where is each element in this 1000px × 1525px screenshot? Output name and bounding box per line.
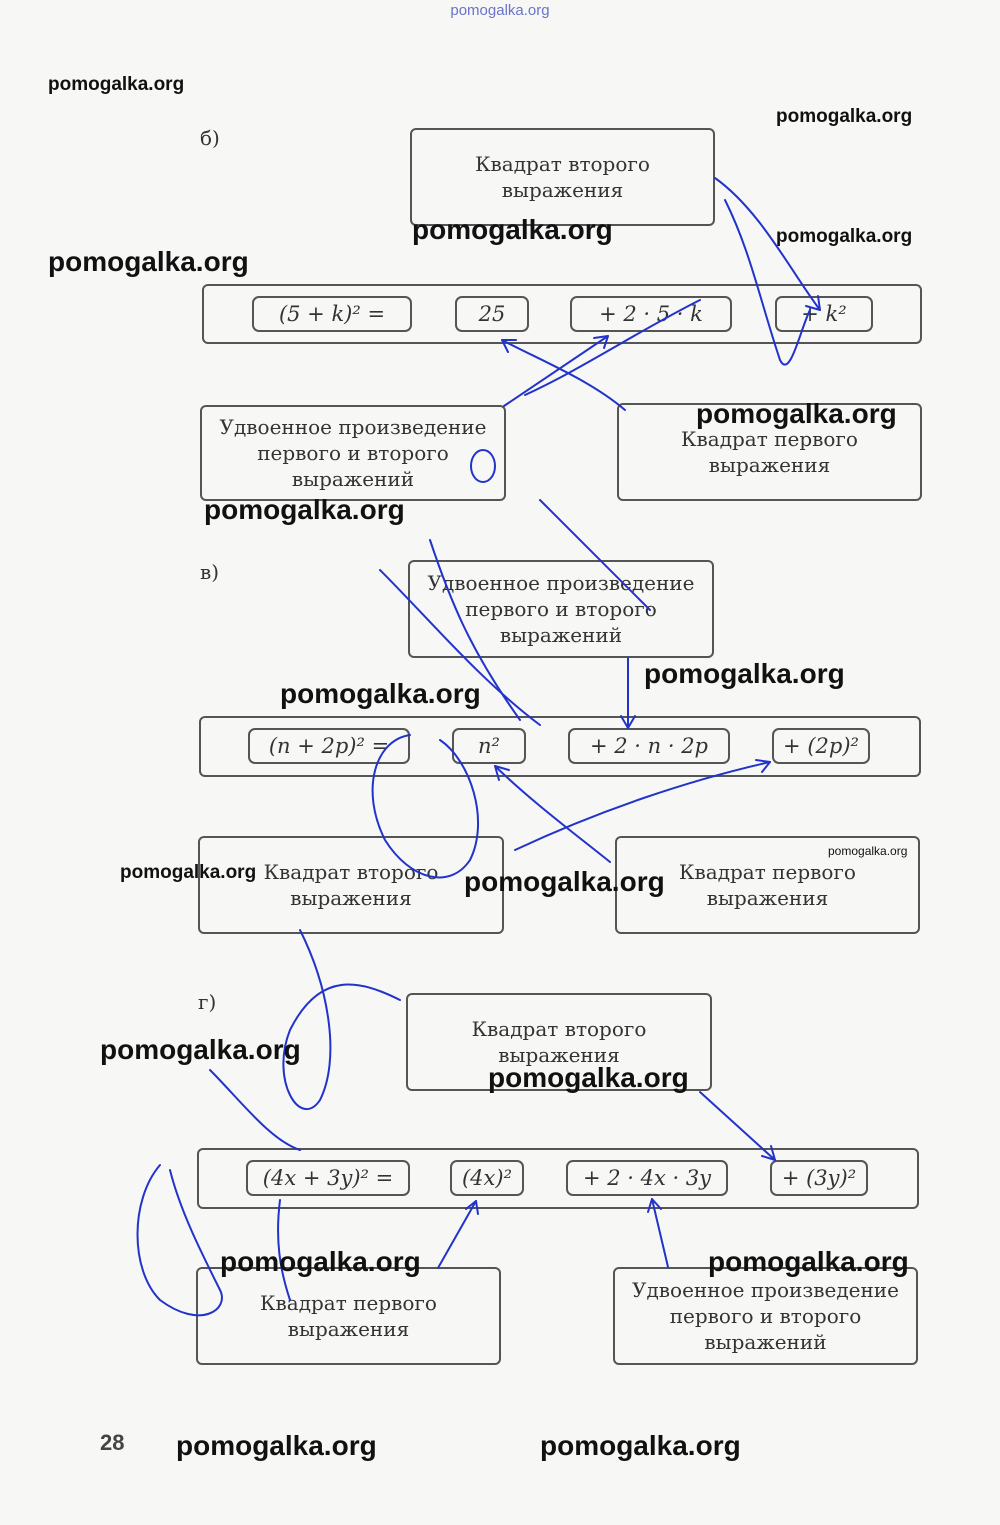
part-g-term-3: + 2 · 4x · 3y <box>566 1160 728 1196</box>
part-g-top-label: Квадрат второго выражения <box>406 993 712 1091</box>
top-watermark: pomogalka.org <box>450 2 550 19</box>
watermark: pomogalka.org <box>488 1062 689 1093</box>
watermark: pomogalka.org <box>776 226 913 247</box>
watermark: pomogalka.org <box>48 246 249 277</box>
watermark: pomogalka.org <box>464 866 665 897</box>
part-g-bottom-right-label: Удвоенное произведение первого и второго выражений <box>613 1267 918 1365</box>
part-b-top-label: Квадрат второго выражения <box>410 128 715 226</box>
part-v-top-label: Удвоенное произведение первого и второго выражений <box>408 560 714 658</box>
part-v-term-3: + 2 · n · 2p <box>568 728 730 764</box>
page-number: 28 <box>100 1430 125 1455</box>
part-b-bottom-right-label: Квадрат первого выражения <box>617 403 922 501</box>
watermark: pomogalka.org <box>540 1430 741 1461</box>
part-b-term-1: (5 + k)² = <box>252 296 412 332</box>
part-v-term-1: (n + 2p)² = <box>248 728 410 764</box>
watermark: pomogalka.org <box>176 1430 377 1461</box>
part-v-term-2: n² <box>452 728 526 764</box>
part-b-bottom-left-label: Удвоенное произведение первого и второго выражений <box>200 405 506 501</box>
watermark: pomogalka.org <box>120 862 257 883</box>
part-v-bottom-right-label: Квадрат первого выражения <box>615 836 920 934</box>
watermark: pomogalka.org <box>412 214 613 245</box>
part-g-bottom-left-label: Квадрат первого выражения <box>196 1267 501 1365</box>
watermark: pomogalka.org <box>48 74 185 95</box>
part-g-letter: г) <box>198 990 217 1014</box>
watermark: pomogalka.org <box>204 494 405 525</box>
watermark: pomogalka.org <box>280 678 481 709</box>
watermark: pomogalka.org <box>828 844 908 858</box>
watermark: pomogalka.org <box>644 658 845 689</box>
part-v-term-4: + (2p)² <box>772 728 870 764</box>
part-b-term-4: + k² <box>775 296 873 332</box>
watermark: pomogalka.org <box>100 1034 301 1065</box>
part-g-term-4: + (3y)² <box>770 1160 868 1196</box>
part-b-term-3: + 2 · 5 · k <box>570 296 732 332</box>
part-b-letter: б) <box>200 126 220 150</box>
part-v-bottom-left-label: Квадрат второго выражения <box>198 836 504 934</box>
watermark: pomogalka.org <box>708 1246 909 1277</box>
watermark: pomogalka.org <box>776 106 913 127</box>
part-b-term-2: 25 <box>455 296 529 332</box>
part-v-letter: в) <box>200 560 220 584</box>
watermark: pomogalka.org <box>696 398 897 429</box>
part-g-term-2: (4x)² <box>450 1160 524 1196</box>
part-g-term-1: (4x + 3y)² = <box>246 1160 410 1196</box>
watermark: pomogalka.org <box>220 1246 421 1277</box>
